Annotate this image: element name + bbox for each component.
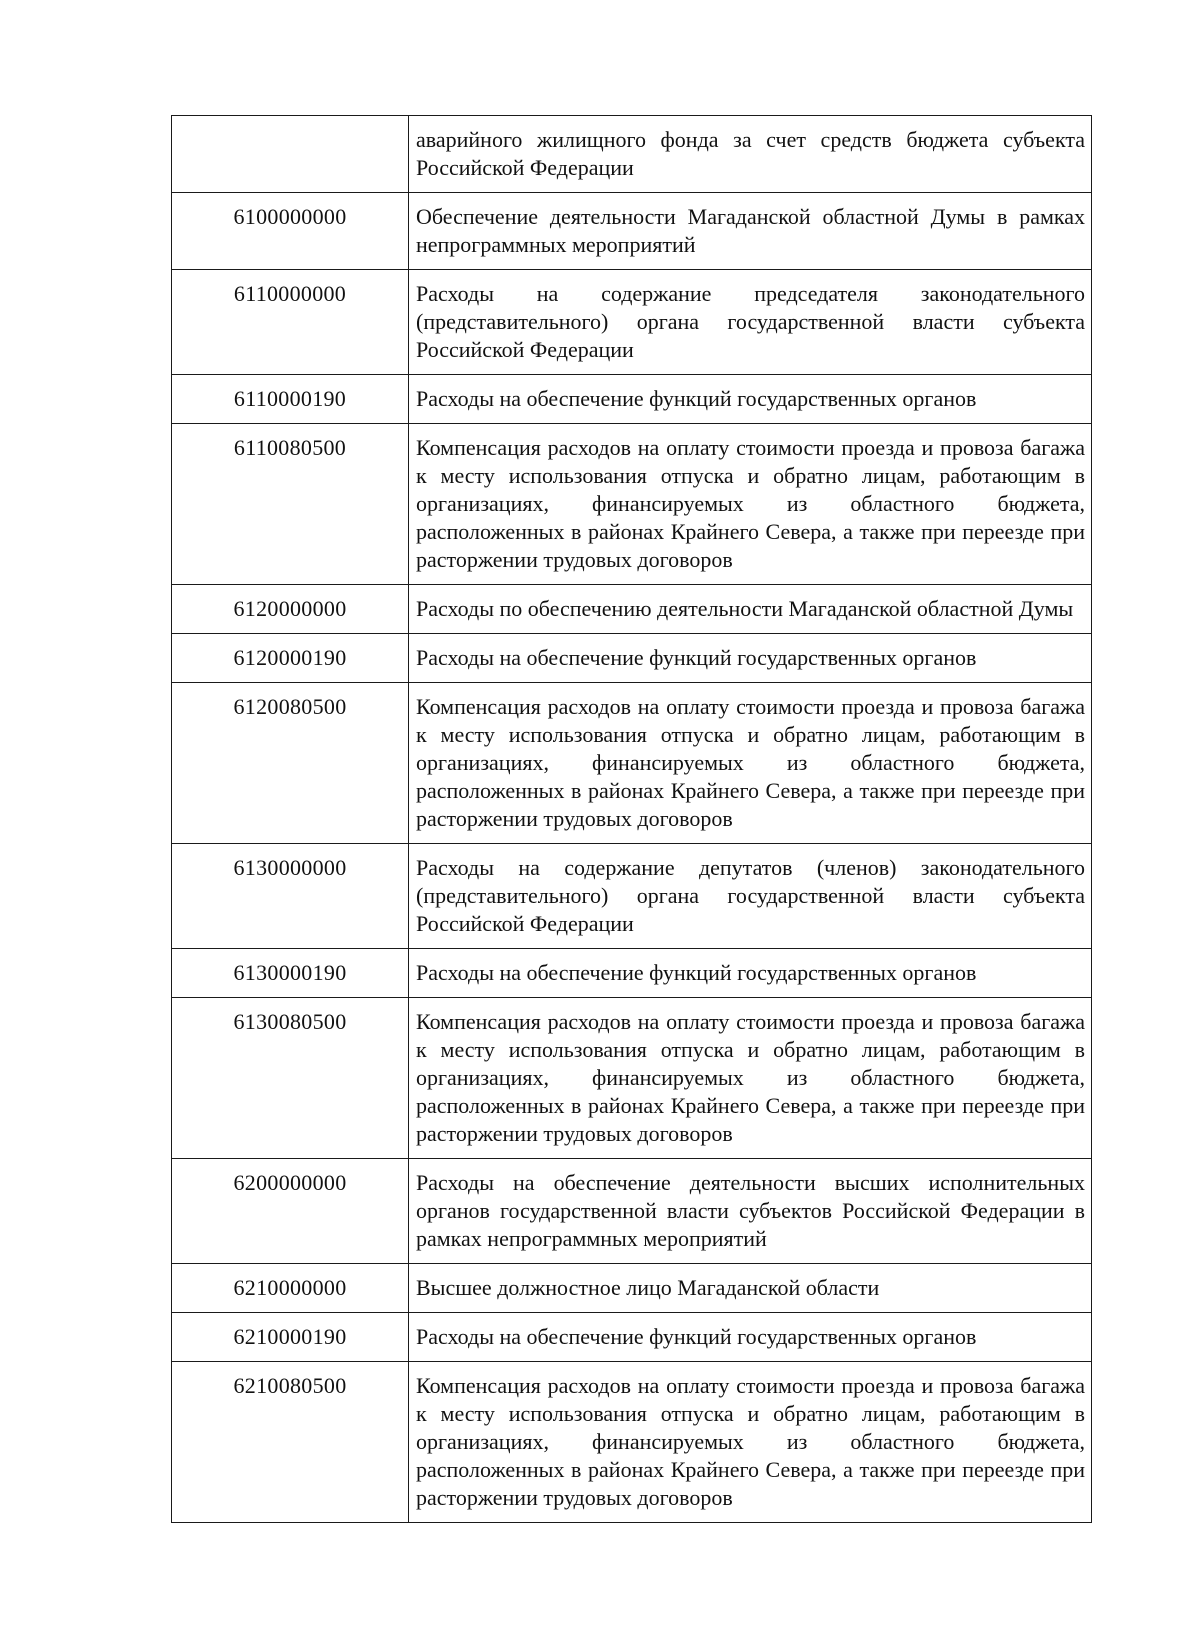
- row-description: Обеспечение деятельности Магаданской областной Думы в рамках непрограммных мероприятий: [409, 193, 1092, 270]
- row-description: Расходы на обеспечение деятельности высших исполнительных органов государственной власти субъектов Российской Федерации в рамках непрограммных мероприятий: [409, 1159, 1092, 1264]
- row-code: 6130000190: [172, 949, 409, 998]
- row-description: Компенсация расходов на оплату стоимости проезда и провоза багажа к месту использования отпуска и обратно лицам, работающим в организациях, финансируемых из областного бюджета, расположенных в районах Крайнего Севера, а также при переезде при расторжении трудовых договоров: [409, 424, 1092, 585]
- table-row: [172, 1264, 1092, 1313]
- row-code: 6120000000: [172, 585, 409, 634]
- table-row: [172, 193, 1092, 270]
- row-description: Компенсация расходов на оплату стоимости проезда и провоза багажа к месту использования отпуска и обратно лицам, работающим в организациях, финансируемых из областного бюджета, расположенных в районах Крайнего Севера, а также при переезде при расторжении трудовых договоров: [409, 683, 1092, 844]
- row-description: аварийного жилищного фонда за счет средств бюджета субъекта Российской Федерации: [409, 116, 1092, 193]
- row-code: 6210080500: [172, 1362, 409, 1523]
- table-row: [172, 844, 1092, 949]
- row-code: 6200000000: [172, 1159, 409, 1264]
- row-description: Расходы на обеспечение функций государственных органов: [409, 1313, 1092, 1362]
- row-code: 6110000000: [172, 270, 409, 375]
- table-row: [172, 949, 1092, 998]
- budget-classification-table: [171, 115, 1092, 1523]
- table-row: [172, 1362, 1092, 1523]
- row-code: 6210000190: [172, 1313, 409, 1362]
- row-code: [172, 116, 409, 193]
- row-description: Компенсация расходов на оплату стоимости проезда и провоза багажа к месту использования отпуска и обратно лицам, работающим в организациях, финансируемых из областного бюджета, расположенных в районах Крайнего Севера, а также при переезде при расторжении трудовых договоров: [409, 998, 1092, 1159]
- row-code: 6130080500: [172, 998, 409, 1159]
- table-row: [172, 424, 1092, 585]
- table-row: [172, 116, 1092, 193]
- row-description: Расходы на содержание депутатов (членов) законодательного (представительного) органа государственной власти субъекта Российской Федерации: [409, 844, 1092, 949]
- row-code: 6120000190: [172, 634, 409, 683]
- table-row: [172, 270, 1092, 375]
- table-row: [172, 375, 1092, 424]
- row-description: Компенсация расходов на оплату стоимости проезда и провоза багажа к месту использования отпуска и обратно лицам, работающим в организациях, финансируемых из областного бюджета, расположенных в районах Крайнего Севера, а также при переезде при расторжении трудовых договоров: [409, 1362, 1092, 1523]
- table-row: [172, 1313, 1092, 1362]
- row-description: Расходы на обеспечение функций государственных органов: [409, 375, 1092, 424]
- table-row: [172, 998, 1092, 1159]
- row-code: 6100000000: [172, 193, 409, 270]
- row-description: Высшее должностное лицо Магаданской области: [409, 1264, 1092, 1313]
- table-row: [172, 1159, 1092, 1264]
- table-row: [172, 683, 1092, 844]
- row-code: 6210000000: [172, 1264, 409, 1313]
- row-description: Расходы на содержание председателя законодательного (представительного) органа государственной власти субъекта Российской Федерации: [409, 270, 1092, 375]
- table-row: [172, 634, 1092, 683]
- row-code: 6110080500: [172, 424, 409, 585]
- row-description: Расходы на обеспечение функций государственных органов: [409, 634, 1092, 683]
- row-description: Расходы по обеспечению деятельности Магаданской областной Думы: [409, 585, 1092, 634]
- row-code: 6110000190: [172, 375, 409, 424]
- row-code: 6130000000: [172, 844, 409, 949]
- row-code: 6120080500: [172, 683, 409, 844]
- table-row: [172, 585, 1092, 634]
- row-description: Расходы на обеспечение функций государственных органов: [409, 949, 1092, 998]
